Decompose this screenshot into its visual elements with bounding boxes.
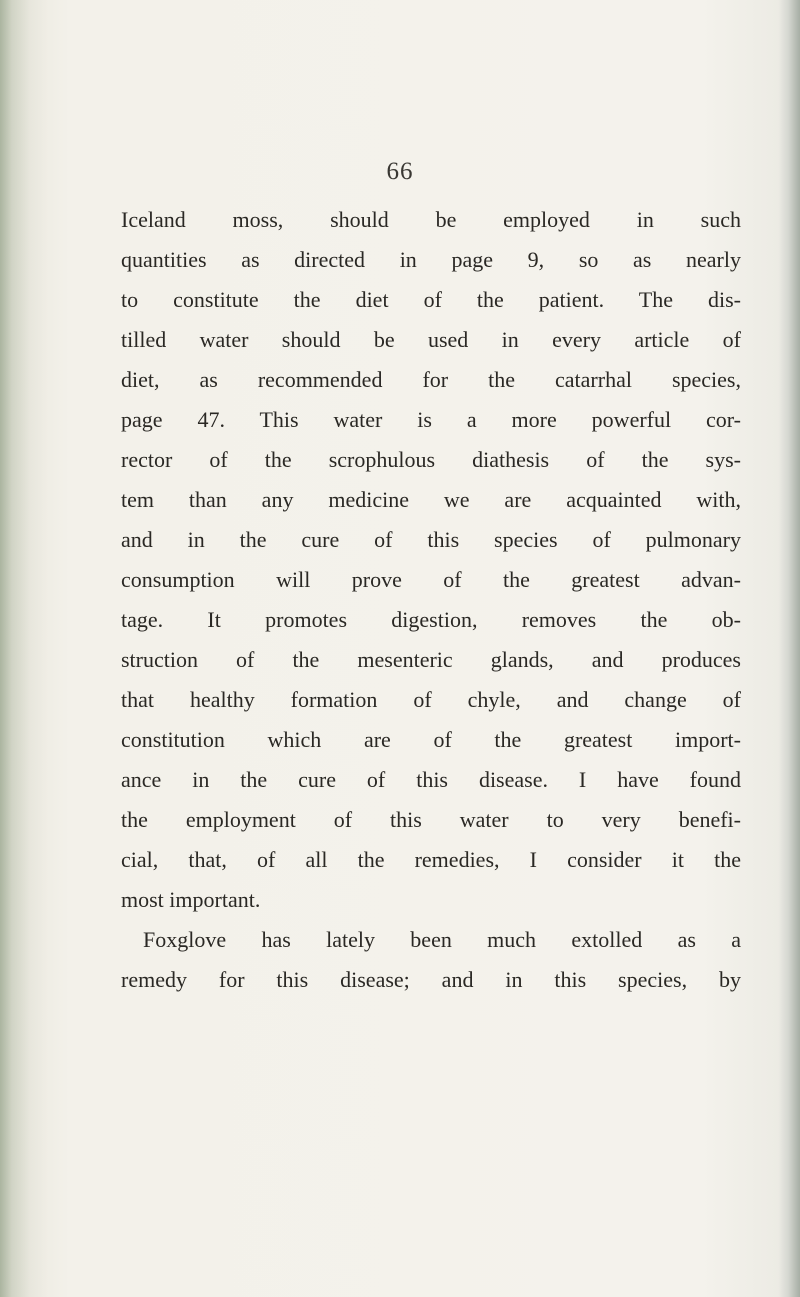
text-line: consumption will prove of the greatest advan- bbox=[121, 567, 741, 592]
text-line: page 47. This water is a more powerful cor- bbox=[121, 407, 741, 432]
text-line: tage. It promotes digestion, removes the ob- bbox=[121, 607, 741, 632]
text-line: struction of the mesenteric glands, and produces bbox=[121, 647, 741, 672]
text-line: tilled water should be used in every article of bbox=[121, 327, 741, 352]
text-line: ance in the cure of this disease. I have found bbox=[121, 767, 741, 792]
text-line: constitution which are of the greatest import- bbox=[121, 727, 741, 752]
text-line: tem than any medicine we are acquainted with, bbox=[121, 487, 741, 512]
body-text bbox=[121, 200, 741, 1000]
text-line: the employment of this water to very benefi- bbox=[121, 807, 741, 832]
text-line: that healthy formation of chyle, and change of bbox=[121, 687, 741, 712]
binding-shadow bbox=[0, 0, 48, 1297]
text-line: remedy for this disease; and in this species, by bbox=[121, 967, 741, 992]
text-line: most important. bbox=[121, 887, 261, 912]
text-line: rector of the scrophulous diathesis of the sys- bbox=[121, 447, 741, 472]
page-edge bbox=[778, 0, 800, 1297]
text-line: to constitute the diet of the patient. The dis- bbox=[121, 287, 741, 312]
text-line: Foxglove has lately been much extolled as a bbox=[143, 927, 741, 952]
text-line: diet, as recommended for the catarrhal species, bbox=[121, 367, 741, 392]
text-line: quantities as directed in page 9, so as nearly bbox=[121, 247, 741, 272]
text-line: cial, that, of all the remedies, I consider it the bbox=[121, 847, 741, 872]
page-number: 66 bbox=[386, 158, 414, 185]
text-line: Iceland moss, should be employed in such bbox=[121, 207, 741, 232]
text-line: and in the cure of this species of pulmonary bbox=[121, 527, 741, 552]
